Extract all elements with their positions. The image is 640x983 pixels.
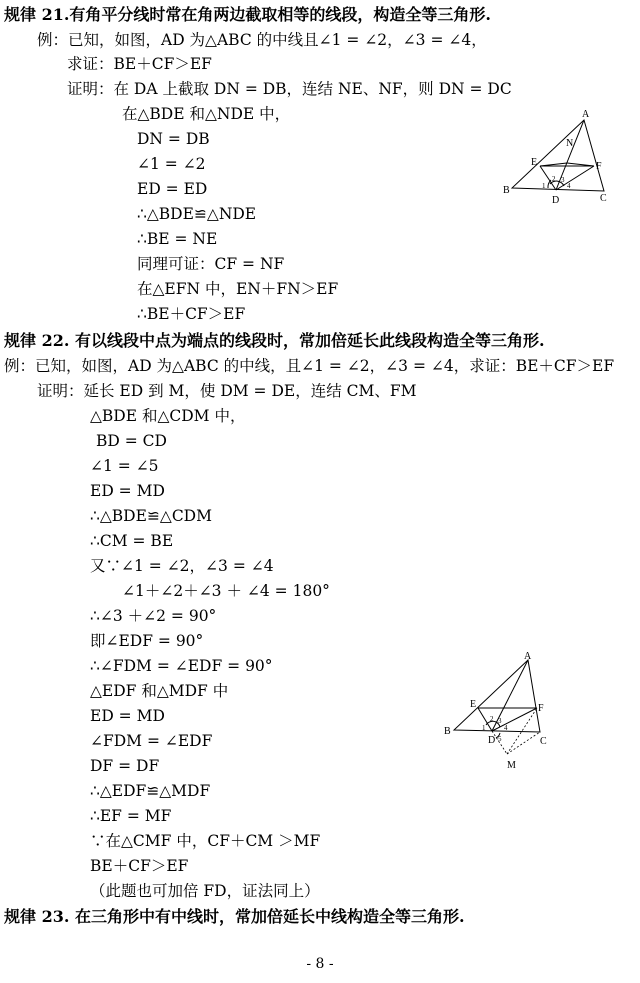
rule-22-proof-line: ∴CM = BE bbox=[90, 532, 174, 550]
rule-22-proof-line: 即∠EDF = 90° bbox=[90, 632, 204, 650]
rule-21-proof-line: 同理可证：CF = NF bbox=[137, 255, 285, 273]
rule-22-proof-line: △EDF 和△MDF 中 bbox=[90, 682, 229, 700]
rule-22-proof-start: 证明：延长 ED 到 M，使 DM = DE，连结 CM、FM bbox=[37, 382, 417, 400]
angle-1-label: 1 bbox=[542, 182, 546, 190]
rule-22-proof-line: ∴∠FDM = ∠EDF = 90° bbox=[90, 657, 273, 675]
label-f: F bbox=[538, 703, 544, 714]
rule-22-proof-line: DF = DF bbox=[90, 757, 160, 775]
rule-21-proof-start: 证明：在 DA 上截取 DN = DB，连结 NE、NF，则 DN = DC bbox=[67, 80, 512, 98]
rule-21-example: 例：已知，如图，AD 为△ABC 的中线且∠1 = ∠2，∠3 = ∠4， bbox=[37, 31, 487, 49]
rule-22-proof-line: ED = MD bbox=[90, 707, 165, 725]
rule-21-conclusion: ∴BE＋CF＞EF bbox=[137, 305, 246, 323]
angle-2-label: 2 bbox=[490, 715, 494, 723]
rule-22-proof-line: ∠1＋∠2＋∠3 ＋ ∠4 = 180° bbox=[122, 582, 330, 600]
rule-21-proof-line: ∴△BDE≌△NDE bbox=[137, 205, 257, 223]
label-e: E bbox=[531, 157, 538, 168]
rule-22-note: （此题也可加倍 FD，证法同上） bbox=[90, 882, 320, 900]
label-c: C bbox=[600, 193, 607, 204]
rule-22-proof-line: ∠1 = ∠5 bbox=[90, 457, 159, 475]
angle-5-label: 5 bbox=[498, 735, 502, 743]
segment-cm bbox=[507, 732, 540, 754]
rule-22-example: 例：已知，如图，AD 为△ABC 的中线，且∠1 = ∠2，∠3 = ∠4，求证：BE＋CF＞EF bbox=[4, 357, 615, 375]
rule-22-proof-line: BD = CD bbox=[96, 432, 167, 450]
angle-2-label: 2 bbox=[552, 175, 556, 183]
rule-22-proof-line: 又∵∠1 = ∠2，∠3 = ∠4 bbox=[90, 557, 274, 575]
rule-21-proof-line: 在△BDE 和△NDE 中， bbox=[122, 105, 291, 123]
rule-22-proof-line: ∴EF = MF bbox=[90, 807, 172, 825]
rule-22-proof-line: ∵在△CMF 中，CF＋CM ＞MF bbox=[90, 832, 321, 850]
rule-21-proof-line: ED = ED bbox=[137, 180, 208, 198]
label-a: A bbox=[582, 109, 590, 120]
rule-22-proof-line: △BDE 和△CDM 中， bbox=[90, 407, 246, 425]
label-d: D bbox=[488, 735, 496, 746]
triangle-abc bbox=[512, 120, 604, 191]
label-n: N bbox=[566, 138, 574, 149]
label-c: C bbox=[540, 736, 547, 747]
label-e: E bbox=[470, 699, 477, 710]
angle-3-label: 3 bbox=[561, 176, 565, 184]
rule-22-proof-line: ∴∠3 ＋∠2 = 90° bbox=[90, 607, 217, 625]
rule-22-figure bbox=[440, 650, 560, 774]
rule-21-to-prove: 求证：BE＋CF＞EF bbox=[67, 55, 212, 73]
rule-21-proof-line: DN = DB bbox=[137, 130, 210, 148]
angle-4-label: 4 bbox=[504, 724, 508, 732]
rule-23-title: 规律 23. 在三角形中有中线时，常加倍延长中线构造全等三角形. bbox=[4, 907, 465, 926]
rule-21-figure bbox=[496, 106, 616, 210]
label-b: B bbox=[444, 726, 451, 737]
label-m: M bbox=[507, 760, 516, 771]
rule-22-proof-line: ∠FDM = ∠EDF bbox=[90, 732, 213, 750]
rule-22-proof-line: ∴△EDF≌△MDF bbox=[90, 782, 211, 800]
rule-22-conclusion: BE＋CF＞EF bbox=[90, 857, 189, 875]
rule-22-proof-line: ∴△BDE≌△CDM bbox=[90, 507, 212, 525]
angle-1-label: 1 bbox=[482, 724, 486, 732]
label-d: D bbox=[552, 195, 560, 206]
rule-21-proof-line: ∴BE = NE bbox=[137, 230, 218, 248]
rule-21-proof-line: ∠1 = ∠2 bbox=[137, 155, 206, 173]
angle-3-label: 3 bbox=[498, 717, 502, 725]
rule-22-proof-line: ED = MD bbox=[90, 482, 165, 500]
page-number: - 8 - bbox=[306, 956, 334, 972]
angle-4-label: 4 bbox=[567, 182, 571, 190]
rule-22-title: 规律 22. 有以线段中点为端点的线段时，常加倍延长此线段构造全等三角形. bbox=[4, 331, 545, 350]
rule-21-title: 规律 21.有角平分线时常在角两边截取相等的线段，构造全等三角形. bbox=[4, 5, 491, 24]
label-f: F bbox=[596, 161, 602, 172]
label-a: A bbox=[524, 651, 532, 662]
rule-21-proof-line: 在△EFN 中，EN＋FN＞EF bbox=[137, 280, 339, 298]
label-b: B bbox=[503, 185, 510, 196]
